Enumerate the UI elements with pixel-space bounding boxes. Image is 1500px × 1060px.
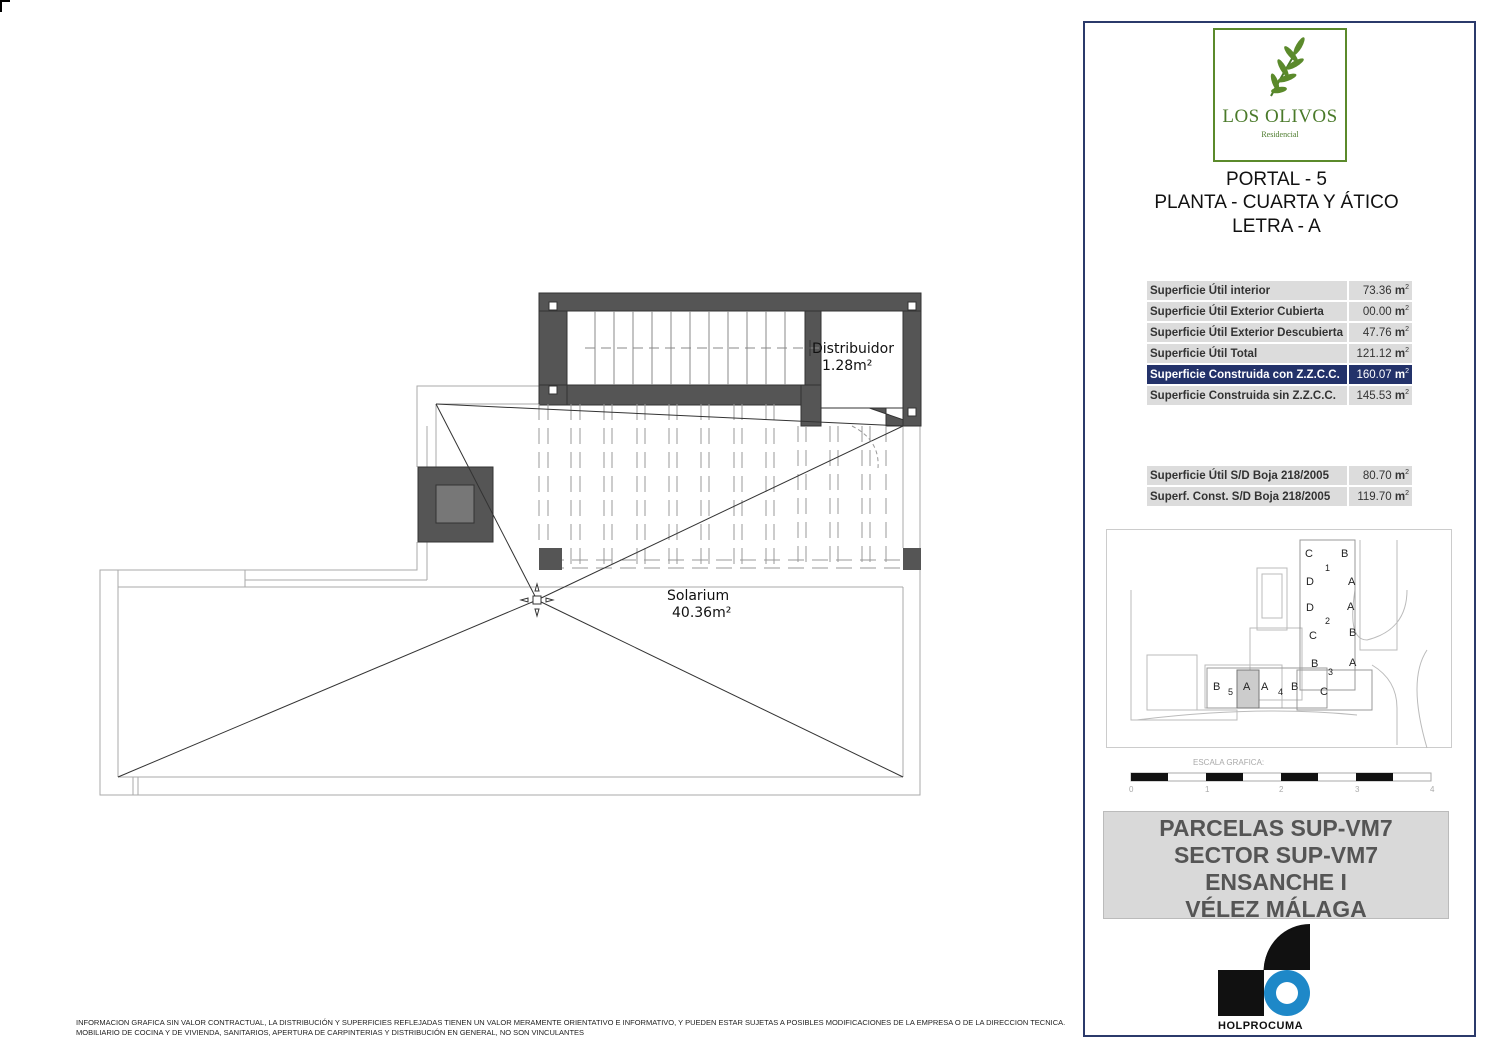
room-area: 40.36m² <box>672 605 732 621</box>
site-letter: A <box>1349 657 1357 669</box>
scale-tick: 0 <box>1129 785 1134 794</box>
room-area: 1.28m² <box>822 358 873 374</box>
room-solarium <box>667 588 731 622</box>
site-plan-drawing <box>1107 530 1453 749</box>
area-label: Superficie Construida con Z.Z.C.C. <box>1147 364 1348 385</box>
scale-label: ESCALA GRAFICA: <box>1193 758 1265 767</box>
site-letter: A <box>1261 681 1269 693</box>
project-box <box>1103 811 1449 922</box>
area-label: Superficie Útil interior <box>1147 281 1348 301</box>
area-value: 145.53 $m^2$ <box>1348 385 1412 406</box>
unit-letra: LETRA - A <box>1232 216 1321 237</box>
site-plan <box>1106 529 1452 748</box>
area-label: Superficie Útil Exterior Descubierta <box>1147 322 1348 343</box>
area-value: 73.36 $m^2$ <box>1348 281 1412 301</box>
site-letter: B <box>1341 548 1349 560</box>
scale-tick: 2 <box>1279 785 1284 794</box>
area-label: Superficie Útil S/D Boja 218/2005 <box>1147 466 1348 486</box>
pergola-dashed <box>539 404 903 568</box>
site-letter: C <box>1305 548 1313 560</box>
area-value: 119.70 $m^2$ <box>1348 486 1412 507</box>
site-letter: C <box>1320 686 1328 698</box>
area-label: Superficie Útil Total <box>1147 343 1348 364</box>
disclaimer-line: INFORMACION GRAFICA SIN VALOR CONTRACTUAL, LA DISTRIBUCIÓN Y SUPERFICIES REFLEJADAS TIENEN UN VALOR MERAMENTE ORIENTATIVO E INFORMATIVO, Y PUEDEN ESTAR SUJETAS A POSIBLES MODIFICACIONES DE LA EMPRESA O DE LA DIRECCION TECNICA. <box>76 1018 1066 1027</box>
project-line: ENSANCHE I <box>1205 869 1347 895</box>
site-letter: B <box>1311 658 1319 670</box>
area-value: 00.00 $m^2$ <box>1348 301 1412 322</box>
area-value: 80.70 $m^2$ <box>1348 466 1412 486</box>
unit-portal: PORTAL - 5 <box>1225 169 1327 190</box>
boja-table <box>1147 466 1412 508</box>
scale-tick: 3 <box>1355 785 1360 794</box>
area-label: Superficie Útil Exterior Cubierta <box>1147 301 1348 322</box>
roof-slope-lines <box>118 404 903 777</box>
disclaimer-line: MOBILIARIO DE COCINA Y DE VIVIENDA, SANITARIOS, APERTURA DE CARPINTERIAS Y DISTRIBUCIÓN EN GENERAL, NO SON VINCULANTES <box>76 1028 585 1037</box>
area-value: 47.76 $m^2$ <box>1348 322 1412 343</box>
scale-bar <box>1130 772 1434 784</box>
table-row-highlighted <box>1147 364 1412 385</box>
table-row <box>1147 466 1412 486</box>
site-letter: 4 <box>1278 687 1284 697</box>
disclaimer <box>76 1018 1065 1038</box>
olive-branch-icon <box>1213 30 1347 105</box>
holprocuma-logo-icon <box>1218 924 1310 1016</box>
site-letter: B <box>1291 681 1299 693</box>
site-letter: 3 <box>1328 667 1334 677</box>
room-distribuidor <box>812 341 894 375</box>
project-line: SECTOR SUP-VM7 <box>1173 842 1379 868</box>
los-olivos-logo <box>1213 28 1347 162</box>
company-name: HOLPROCUMA <box>1218 1020 1304 1032</box>
table-row <box>1147 343 1412 364</box>
project-line: VÉLEZ MÁLAGA <box>1185 896 1367 922</box>
drain-icon <box>521 584 553 616</box>
table-row <box>1147 301 1412 322</box>
site-letter: D <box>1306 576 1314 588</box>
scale-tick: 4 <box>1430 785 1435 794</box>
table-row <box>1147 385 1412 406</box>
site-letter: 1 <box>1325 563 1331 573</box>
site-letter: C <box>1309 630 1317 642</box>
room-name: Solarium <box>667 588 730 604</box>
table-row <box>1147 322 1412 343</box>
unit-planta: PLANTA - CUARTA Y ÁTICO <box>1154 192 1399 213</box>
table-row <box>1147 281 1412 301</box>
table-row <box>1147 486 1412 507</box>
area-value: 160.07 $m^2$ <box>1348 364 1412 385</box>
areas-table <box>1147 281 1412 407</box>
project-line: PARCELAS SUP-VM7 <box>1159 815 1393 841</box>
scale-tick: 1 <box>1205 785 1210 794</box>
site-letter: B <box>1349 627 1357 639</box>
site-letter: B <box>1213 681 1221 693</box>
room-name: Distribuidor <box>812 341 894 357</box>
site-letter: D <box>1306 602 1314 614</box>
site-letter: A <box>1348 576 1356 588</box>
area-label: Superficie Construida sin Z.Z.C.C. <box>1147 385 1348 406</box>
site-letter: A <box>1243 681 1251 693</box>
site-letter: A <box>1347 601 1355 613</box>
terrace-outline <box>100 386 920 795</box>
site-letter: 5 <box>1228 687 1234 697</box>
site-letter: 2 <box>1325 616 1331 626</box>
area-value: 121.12 $m^2$ <box>1348 343 1412 364</box>
area-label: Superf. Const. S/D Boja 218/2005 <box>1147 486 1348 507</box>
brand-name: LOS OLIVOS <box>1222 106 1338 127</box>
brand-subtitle: Residencial <box>1261 130 1299 139</box>
